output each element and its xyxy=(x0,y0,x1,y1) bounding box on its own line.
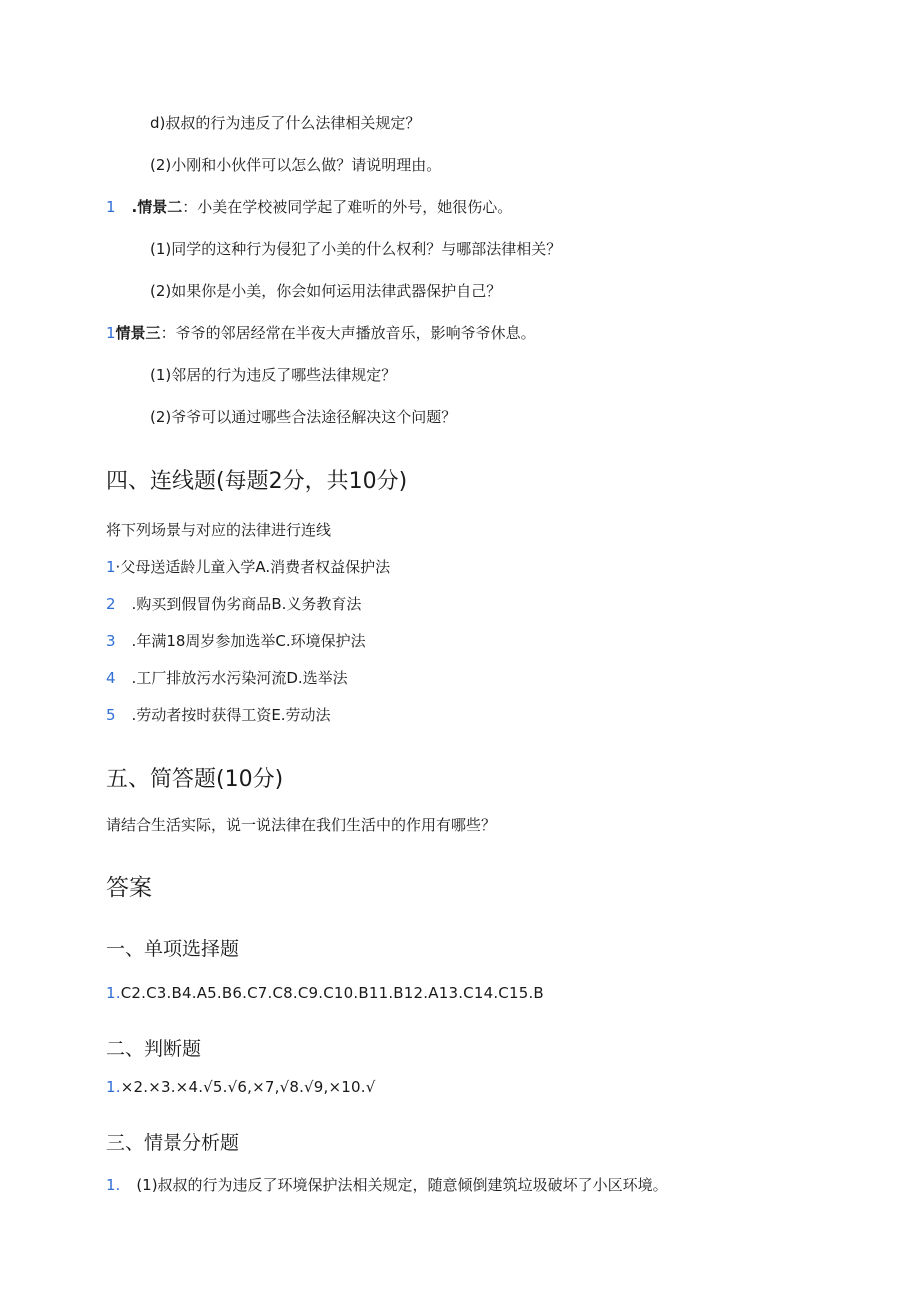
scene1-question-2: (2)小刚和小伙伴可以怎么做？请说明理由。 xyxy=(150,156,442,174)
section4-title: 四、连线题(每题2分，共10分) xyxy=(106,469,408,494)
scene3-label: 情景三 xyxy=(115,324,161,342)
section5-title: 五、简答题(10分) xyxy=(106,767,284,792)
matching-item-text: .劳动者按时获得工资E.劳动法 xyxy=(131,706,331,724)
section5-question: 请结合生活实际，说一说法律在我们生活中的作用有哪些？ xyxy=(106,816,497,834)
scene2-question-1: (1)同学的这种行为侵犯了小美的什么权利？与哪部法律相关？ xyxy=(150,240,562,258)
matching-item-number: 4 xyxy=(106,669,116,687)
scene2-text: ：小美在学校被同学起了难听的外号，她很伤心。 xyxy=(182,198,513,216)
scene3-header xyxy=(106,323,536,343)
scene3-number: 1 xyxy=(106,324,116,342)
matching-item xyxy=(106,705,331,725)
scene2-label: .情景二 xyxy=(131,198,183,216)
matching-item-number: 5 xyxy=(106,706,116,724)
matching-item-text: .工厂排放污水污染河流D.选举法 xyxy=(131,669,348,687)
section4-instruction: 将下列场景与对应的法律进行连线 xyxy=(106,521,332,539)
matching-item xyxy=(106,557,390,577)
matching-item-text: .年满18周岁参加选举C.环境保护法 xyxy=(131,632,366,650)
answers-part2-line xyxy=(106,1077,376,1097)
answers-part2-text: ×2.×3.×4.√5.√6,×7,√8.√9,×10.√ xyxy=(120,1078,376,1096)
answers-part3-text: (1)叔叔的行为违反了环境保护法相关规定，随意倾倒建筑垃圾破坏了小区环境。 xyxy=(136,1176,668,1194)
answers-part3-number: 1. xyxy=(106,1176,121,1194)
matching-item-number: 3 xyxy=(106,632,116,650)
answers-part3-line xyxy=(106,1175,668,1195)
scene2-header xyxy=(106,197,512,217)
scene3-text: ：爷爷的邻居经常在半夜大声播放音乐，影响爷爷休息。 xyxy=(160,324,536,342)
matching-item-number: 1 xyxy=(106,558,116,576)
matching-item-text: .购买到假冒伪劣商品B.义务教育法 xyxy=(131,595,362,613)
answers-part3-title: 三、情景分析题 xyxy=(106,1132,240,1154)
matching-item-text: ·父母送适龄儿童入学A.消费者权益保护法 xyxy=(115,558,391,576)
matching-item-number: 2 xyxy=(106,595,116,613)
answers-part2-title: 二、判断题 xyxy=(106,1038,202,1060)
scene3-question-1: (1)邻居的行为违反了哪些法律规定？ xyxy=(150,366,397,384)
answers-part1-title: 一、单项选择题 xyxy=(106,938,240,960)
answers-part2-number: 1. xyxy=(106,1078,121,1096)
answers-part1-number: 1. xyxy=(106,984,121,1002)
scene1-question-3: d)叔叔的行为违反了什么法律相关规定？ xyxy=(150,114,421,132)
matching-item xyxy=(106,594,361,614)
answers-title: 答案 xyxy=(106,875,152,901)
scene2-question-2: (2)如果你是小美，你会如何运用法律武器保护自己？ xyxy=(150,282,502,300)
matching-item xyxy=(106,631,366,651)
answers-part1-text: C2.C3.B4.A5.B6.C7.C8.C9.C10.B11.B12.A13.C14.C15.B xyxy=(120,984,544,1002)
scene3-question-2: (2)爷爷可以通过哪些合法途径解决这个问题？ xyxy=(150,408,457,426)
answers-part1-line xyxy=(106,983,544,1003)
scene2-number: 1 xyxy=(106,198,116,216)
matching-item xyxy=(106,668,348,688)
